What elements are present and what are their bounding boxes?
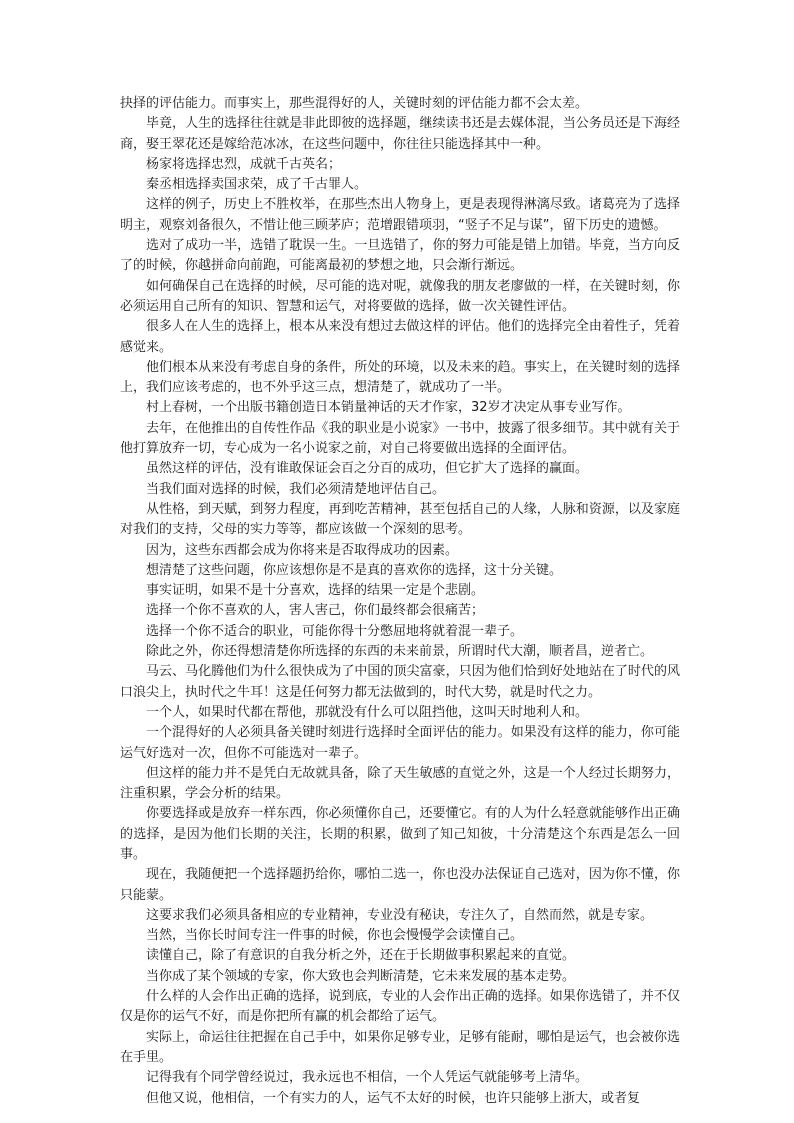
paragraph: 当你成了某个领域的专家，你大致也会判断清楚，它未来发展的基本走势。	[146, 968, 576, 984]
paragraph: 事实证明，如果不是十分喜欢，选择的结果一定是个悲剧。	[146, 583, 485, 599]
paragraph: 马云、马化腾他们为什么很快成为了中国的顶尖富豪，只因为他们恰到好处地站在了时代的风口浪尖上，执时代之牛耳！这是任何努力都无法做到的，时代大势，就是时代之力。	[120, 664, 680, 700]
paragraph: 这样的例子，历史上不胜枚举，在那些杰出人物身上，更是表现得淋漓尽致。诸葛亮为了选择明主，观察刘备很久，不惜让他三顾茅庐；范增跟错项羽，“竖子不足与谋”，留下历史的遗憾。	[120, 197, 680, 233]
paragraph: 如何确保自己在选择的时候，尽可能的选对呢，就像我的朋友老廖做的一样，在关键时刻，你必须运用自己所有的知识、智慧和运气，对将要做的选择，做一次关键性评估。	[120, 278, 680, 314]
paragraph: 当然，当你长时间专注一件事的时候，你也会慢慢学会读懂自己。	[146, 928, 524, 944]
paragraph: 现在，我随便把一个选择题扔给你，哪怕二选一，你也没办法保证自己选对，因为你不懂，你只能蒙。	[120, 867, 680, 903]
paragraph: 选择一个你不喜欢的人，害人害己，你们最终都会很痛苦；	[146, 603, 485, 619]
paragraph: 很多人在人生的选择上，根本从来没有想过去做这样的评估。他们的选择完全由着性子，凭着感觉来。	[120, 319, 680, 355]
paragraph: 一个混得好的人必须具备关键时刻进行选择时全面评估的能力。如果没有这样的能力，你可能运气好选对一次，但你不可能选对一辈子。	[120, 725, 680, 761]
paragraph: 抉择的评估能力。而事实上，那些混得好的人，关键时刻的评估能力都不会太差。	[120, 96, 589, 111]
paragraph: 虽然这样的评估，没有谁敢保证会百之分百的成功，但它扩大了选择的赢面。	[146, 461, 589, 477]
paragraph: 除此之外，你还得想清楚你所选择的东西的未来前景，所谓时代大潮，顺者昌，逆者亡。	[146, 644, 654, 660]
paragraph: 你要选择或是放弃一样东西，你必须懂你自己，还要懂它。有的人为什么轻意就能够作出正确的选择，是因为他们长期的关注，长期的积累，做到了知己知彼，十分清楚这个东西是怎么一回事。	[120, 806, 680, 862]
paragraph: 记得我有个同学曾经说过，我永远也不相信，一个人凭运气就能够考上清华。	[146, 1070, 589, 1086]
paragraph: 选择一个你不适合的职业，可能你得十分憋屈地将就着混一辈子。	[146, 623, 524, 639]
paragraph: 去年，在他推出的自传性作品《我的职业是小说家》一书中，披露了很多细节。其中就有关于他打算放弃一切，专心成为一名小说家之前，对自己将要做出选择的全面评估。	[120, 420, 680, 457]
paragraph: 但他又说，他相信，一个有实力的人，运气不太好的时候，也许只能够上浙大，或者复	[146, 1090, 641, 1106]
paragraph: 秦丞相选择卖国求荣，成了千古罪人。	[146, 177, 368, 193]
paragraph: 这要求我们必须具备相应的专业精神，专业没有秘诀，专注久了，自然而然，就是专家。	[146, 907, 654, 923]
paragraph: 选对了成功一半，选错了耽误一生。一旦选错了，你的努力可能是错上加错。毕竟，当方向反了的时候，你越拼命向前跑，可能离最初的梦想之地，只会渐行渐远。	[120, 238, 680, 274]
paragraph: 毕竟，人生的选择往往就是非此即彼的选择题，继续读书还是去媒体混，当公务员还是下海经商，娶王翠花还是嫁给范冰冰，在这些问题中，你往往只能选择其中一种。	[120, 116, 680, 152]
paragraph: 从性格，到天赋，到努力程度，再到吃苦精神，甚至包括自己的人缘，人脉和资源，以及家庭对我们的支持，父母的实力等等，都应该做一个深刻的思考。	[120, 501, 680, 538]
paragraph: 他们根本从来没有考虑自身的条件，所处的环境，以及未来的趋。事实上，在关键时刻的选择上，我们应该考虑的，也不外乎这三点，想清楚了，就成功了一半。	[120, 359, 680, 396]
article-body	[120, 94, 680, 1109]
paragraph: 想清楚了这些问题，你应该想你是不是真的喜欢你的选择，这十分关键。	[146, 562, 563, 578]
paragraph: 但这样的能力并不是凭白无故就具备，除了天生敏感的直觉之外，这是一个人经过长期努力，注重积累，学会分析的结果。	[120, 765, 680, 802]
paragraph: 什么样的人会作出正确的选择，说到底，专业的人会作出正确的选择。如果你选错了，并不仅仅是你的运气不好，而是你把所有赢的机会都给了运气。	[120, 989, 680, 1025]
paragraph: 读懂自己，除了有意识的自我分析之外，还在于长期做事积累起来的直觉。	[146, 948, 576, 964]
paragraph: 村上春树，一个出版书籍创造日本销量神话的天才作家，32岁才决定从事专业写作。	[146, 400, 631, 416]
paragraph: 实际上，命运往往把握在自己手中，如果你足够专业，足够有能耐，哪怕是运气，也会被你选在手里。	[120, 1029, 680, 1065]
paragraph: 一个人，如果时代都在帮他，那就没有什么可以阻挡他，这叫天时地利人和。	[146, 704, 589, 720]
paragraph: 杨家将选择忠烈，成就千古英名；	[146, 156, 342, 172]
paragraph: 因为，这些东西都会成为你将来是否取得成功的因素。	[146, 542, 459, 558]
paragraph: 当我们面对选择的时候，我们必须清楚地评估自己。	[146, 481, 446, 497]
